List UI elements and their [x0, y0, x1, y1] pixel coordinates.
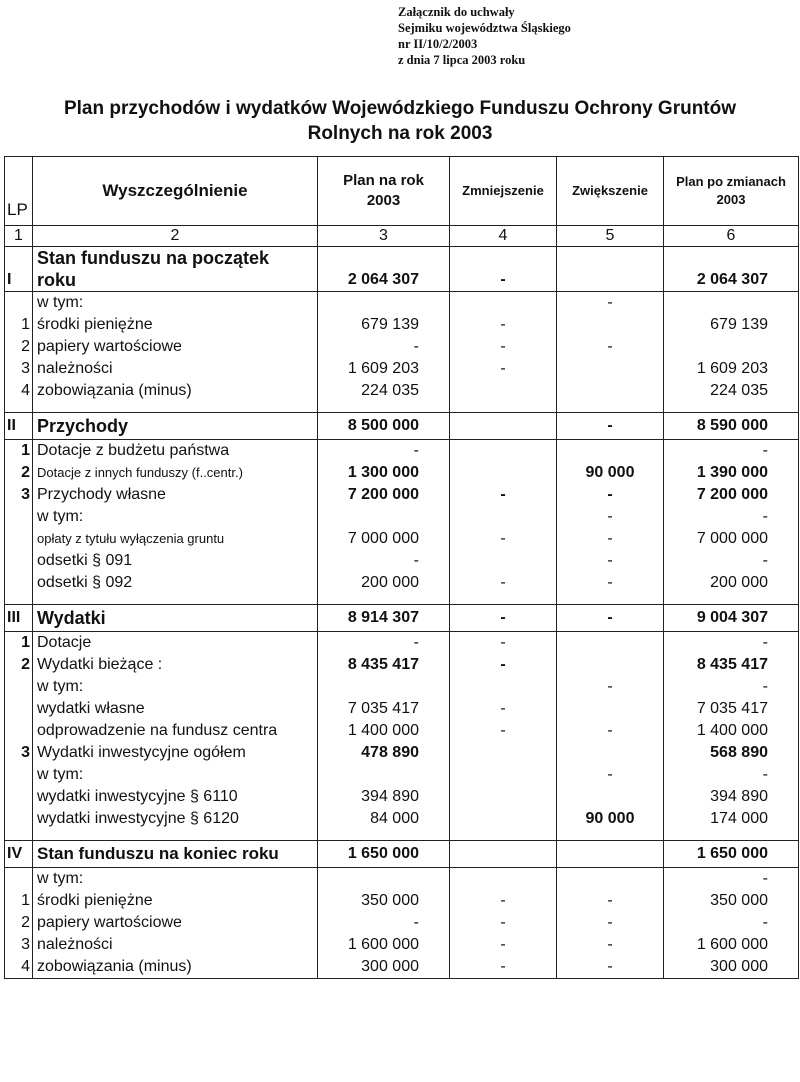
cell-after: 350 000: [664, 890, 799, 912]
cell-name: środki pieniężne: [33, 314, 318, 336]
cell-name: Wydatki: [33, 605, 318, 632]
cell-increase: 90 000: [557, 808, 664, 830]
cell-increase: -: [557, 572, 664, 594]
cell-plan: -: [318, 632, 450, 655]
table-row: [5, 868, 799, 891]
cell-decrease: [450, 462, 557, 484]
table-row: [5, 786, 799, 808]
note-line: Sejmiku województwa Śląskiego: [398, 21, 571, 35]
header-decrease: Zmniejszenie: [450, 157, 557, 226]
cell-decrease: -: [450, 528, 557, 550]
cell-name: Stan funduszu na koniec roku: [33, 841, 318, 868]
cell-plan: 1 400 000: [318, 720, 450, 742]
table-row: [5, 890, 799, 912]
cell-after: 1 400 000: [664, 720, 799, 742]
cell-lp: [5, 808, 33, 830]
cell-lp: II: [5, 413, 33, 440]
cell-decrease: -: [450, 890, 557, 912]
cell-name: wydatki inwestycyjne § 6110: [33, 786, 318, 808]
cell-increase: [557, 786, 664, 808]
table-row: [5, 912, 799, 934]
cell-decrease: [450, 380, 557, 402]
cell-name: wydatki inwestycyjne § 6120: [33, 808, 318, 830]
cell-after: -: [664, 912, 799, 934]
cell-plan: -: [318, 440, 450, 463]
cell-decrease: [450, 413, 557, 440]
cell-decrease: [450, 247, 557, 270]
cell-decrease: [450, 868, 557, 891]
cell-decrease: -: [450, 720, 557, 742]
cell-increase: 90 000: [557, 462, 664, 484]
col-number: 1: [5, 226, 33, 247]
table-row: [5, 413, 799, 440]
cell-lp: 2: [5, 336, 33, 358]
cell-lp: [5, 676, 33, 698]
cell-lp: [5, 764, 33, 786]
cell-plan: [318, 506, 450, 528]
table-row: [5, 269, 799, 292]
cell-lp: 2: [5, 462, 33, 484]
note-line: Załącznik do uchwały: [398, 5, 515, 19]
cell-decrease: [450, 440, 557, 463]
table-row: [5, 247, 799, 270]
cell-increase: -: [557, 605, 664, 632]
spacer-row: [5, 594, 799, 605]
cell-lp: I: [5, 269, 33, 292]
cell-lp: 3: [5, 742, 33, 764]
cell-name: w tym:: [33, 868, 318, 891]
cell-after: [664, 292, 799, 315]
cell-lp: [5, 506, 33, 528]
cell-name: w tym:: [33, 292, 318, 315]
table-row: [5, 676, 799, 698]
table-row: [5, 314, 799, 336]
cell-plan: [318, 247, 450, 270]
table-row: [5, 380, 799, 402]
note-line: nr II/10/2/2003: [398, 37, 478, 51]
cell-plan: 1 300 000: [318, 462, 450, 484]
cell-increase: [557, 269, 664, 292]
spacer-row: [5, 830, 799, 841]
cell-plan: 2 064 307: [318, 269, 450, 292]
cell-lp: 1: [5, 314, 33, 336]
cell-decrease: [450, 742, 557, 764]
cell-plan: 8 435 417: [318, 654, 450, 676]
cell-plan: 679 139: [318, 314, 450, 336]
cell-lp: [5, 786, 33, 808]
cell-name: w tym:: [33, 676, 318, 698]
cell-increase: [557, 632, 664, 655]
header-lp: LP: [5, 157, 33, 226]
cell-decrease: -: [450, 269, 557, 292]
header-after-changes: Plan po zmianach 2003: [664, 157, 799, 226]
cell-after: -: [664, 764, 799, 786]
cell-increase: [557, 742, 664, 764]
cell-increase: [557, 841, 664, 868]
cell-name: Przychody: [33, 413, 318, 440]
cell-name: Dotacje z budżetu państwa: [33, 440, 318, 463]
cell-increase: -: [557, 292, 664, 315]
table-row: [5, 632, 799, 655]
cell-decrease: [450, 764, 557, 786]
cell-after: 7 000 000: [664, 528, 799, 550]
header-name: Wyszczególnienie: [33, 157, 318, 226]
cell-lp: [5, 528, 33, 550]
col-number: 6: [664, 226, 799, 247]
cell-decrease: [450, 506, 557, 528]
cell-increase: -: [557, 413, 664, 440]
cell-increase: -: [557, 528, 664, 550]
table-row: [5, 742, 799, 764]
cell-increase: -: [557, 676, 664, 698]
cell-name: Wydatki bieżące :: [33, 654, 318, 676]
cell-increase: -: [557, 720, 664, 742]
cell-after: 9 004 307: [664, 605, 799, 632]
cell-after: -: [664, 632, 799, 655]
cell-lp: [5, 292, 33, 315]
cell-increase: -: [557, 912, 664, 934]
table-row: [5, 572, 799, 594]
table-row: [5, 654, 799, 676]
title-line: Rolnych na rok 2003: [307, 123, 493, 144]
cell-plan: 84 000: [318, 808, 450, 830]
table-row: [5, 934, 799, 956]
cell-plan: [318, 676, 450, 698]
cell-after: 224 035: [664, 380, 799, 402]
cell-decrease: -: [450, 572, 557, 594]
cell-decrease: [450, 676, 557, 698]
cell-plan: -: [318, 550, 450, 572]
cell-plan: 1 600 000: [318, 934, 450, 956]
table-row: [5, 484, 799, 506]
cell-increase: -: [557, 550, 664, 572]
cell-after: -: [664, 868, 799, 891]
column-number-row: [5, 226, 799, 247]
cell-plan: 1 650 000: [318, 841, 450, 868]
cell-lp: 1: [5, 890, 33, 912]
cell-plan: [318, 764, 450, 786]
cell-name: Przychody własne: [33, 484, 318, 506]
cell-plan: 394 890: [318, 786, 450, 808]
cell-lp: [5, 572, 33, 594]
cell-decrease: [450, 550, 557, 572]
cell-name: roku: [33, 269, 318, 292]
cell-decrease: -: [450, 314, 557, 336]
cell-lp: 1: [5, 440, 33, 463]
cell-plan: [318, 292, 450, 315]
cell-after: -: [664, 550, 799, 572]
cell-after: 1 609 203: [664, 358, 799, 380]
cell-lp: 2: [5, 654, 33, 676]
title-line: Plan przychodów i wydatków Wojewódzkiego Funduszu Ochrony Gruntów: [63, 98, 737, 119]
cell-after: 7 035 417: [664, 698, 799, 720]
cell-after: [664, 336, 799, 358]
cell-increase: [557, 358, 664, 380]
cell-increase: -: [557, 934, 664, 956]
table-row: [5, 698, 799, 720]
cell-lp: [5, 698, 33, 720]
cell-after: -: [664, 440, 799, 463]
cell-after: [664, 247, 799, 270]
table-row: [5, 506, 799, 528]
cell-after: 200 000: [664, 572, 799, 594]
cell-lp: 3: [5, 934, 33, 956]
cell-plan: 300 000: [318, 956, 450, 979]
cell-decrease: -: [450, 358, 557, 380]
cell-plan: 7 035 417: [318, 698, 450, 720]
document-title: [0, 96, 800, 146]
cell-plan: 8 914 307: [318, 605, 450, 632]
cell-increase: -: [557, 956, 664, 979]
col-number: 2: [33, 226, 318, 247]
cell-lp: [5, 247, 33, 270]
cell-name: papiery wartościowe: [33, 912, 318, 934]
cell-increase: -: [557, 336, 664, 358]
cell-after: 8 590 000: [664, 413, 799, 440]
cell-after: 679 139: [664, 314, 799, 336]
cell-name: odsetki § 091: [33, 550, 318, 572]
cell-after: 1 650 000: [664, 841, 799, 868]
cell-decrease: [450, 786, 557, 808]
cell-decrease: -: [450, 912, 557, 934]
cell-name: w tym:: [33, 506, 318, 528]
col-number: 5: [557, 226, 664, 247]
cell-plan: 1 609 203: [318, 358, 450, 380]
cell-lp: 3: [5, 358, 33, 380]
cell-increase: -: [557, 484, 664, 506]
cell-lp: III: [5, 605, 33, 632]
table-row: [5, 841, 799, 868]
cell-decrease: [450, 292, 557, 315]
cell-plan: [318, 868, 450, 891]
table-row: [5, 720, 799, 742]
cell-after: 568 890: [664, 742, 799, 764]
table-row: [5, 292, 799, 315]
table-row: [5, 605, 799, 632]
cell-name: odprowadzenie na fundusz centra: [33, 720, 318, 742]
cell-after: 1 600 000: [664, 934, 799, 956]
table-row: [5, 358, 799, 380]
cell-decrease: -: [450, 956, 557, 979]
header-increase: Zwiększenie: [557, 157, 664, 226]
cell-after: -: [664, 506, 799, 528]
resolution-note: [398, 4, 571, 68]
table-row: [5, 440, 799, 463]
cell-lp: 4: [5, 956, 33, 979]
cell-plan: 8 500 000: [318, 413, 450, 440]
cell-lp: IV: [5, 841, 33, 868]
cell-after: 174 000: [664, 808, 799, 830]
cell-name: Dotacje: [33, 632, 318, 655]
cell-decrease: -: [450, 484, 557, 506]
cell-name: papiery wartościowe: [33, 336, 318, 358]
col-number: 3: [318, 226, 450, 247]
cell-increase: [557, 868, 664, 891]
cell-increase: [557, 247, 664, 270]
header-plan: Plan na rok 2003: [318, 157, 450, 226]
table-header-row: [5, 157, 799, 226]
cell-name: zobowiązania (minus): [33, 380, 318, 402]
table-row: [5, 462, 799, 484]
cell-increase: [557, 698, 664, 720]
cell-name: wydatki własne: [33, 698, 318, 720]
table-row: [5, 336, 799, 358]
cell-lp: [5, 720, 33, 742]
cell-after: -: [664, 676, 799, 698]
cell-increase: [557, 440, 664, 463]
cell-increase: [557, 314, 664, 336]
cell-lp: 1: [5, 632, 33, 655]
cell-plan: 7 200 000: [318, 484, 450, 506]
cell-plan: 7 000 000: [318, 528, 450, 550]
cell-decrease: -: [450, 934, 557, 956]
cell-lp: [5, 550, 33, 572]
cell-increase: [557, 654, 664, 676]
cell-after: 1 390 000: [664, 462, 799, 484]
cell-lp: [5, 868, 33, 891]
cell-name: zobowiązania (minus): [33, 956, 318, 979]
plan-table: [4, 156, 799, 979]
cell-name: Wydatki inwestycyjne ogółem: [33, 742, 318, 764]
cell-name: środki pieniężne: [33, 890, 318, 912]
cell-plan: -: [318, 336, 450, 358]
cell-lp: 3: [5, 484, 33, 506]
cell-after: 300 000: [664, 956, 799, 979]
cell-name: należności: [33, 358, 318, 380]
cell-decrease: -: [450, 654, 557, 676]
cell-plan: 224 035: [318, 380, 450, 402]
cell-after: 2 064 307: [664, 269, 799, 292]
cell-name: Stan funduszu na początek: [33, 247, 318, 270]
cell-after: 8 435 417: [664, 654, 799, 676]
cell-increase: -: [557, 764, 664, 786]
table-row: [5, 808, 799, 830]
cell-name: opłaty z tytułu wyłączenia gruntu: [33, 528, 318, 550]
cell-decrease: -: [450, 336, 557, 358]
cell-decrease: -: [450, 605, 557, 632]
cell-increase: -: [557, 506, 664, 528]
cell-after: 394 890: [664, 786, 799, 808]
cell-plan: -: [318, 912, 450, 934]
cell-name: Dotacje z innych funduszy (f..centr.): [33, 462, 318, 484]
table-row: [5, 764, 799, 786]
cell-decrease: -: [450, 632, 557, 655]
note-line: z dnia 7 lipca 2003 roku: [398, 53, 526, 67]
cell-decrease: [450, 841, 557, 868]
cell-name: odsetki § 092: [33, 572, 318, 594]
col-number: 4: [450, 226, 557, 247]
table-row: [5, 956, 799, 979]
cell-increase: [557, 380, 664, 402]
cell-plan: 200 000: [318, 572, 450, 594]
cell-plan: 350 000: [318, 890, 450, 912]
cell-decrease: -: [450, 698, 557, 720]
cell-decrease: [450, 808, 557, 830]
cell-name: należności: [33, 934, 318, 956]
spacer-row: [5, 402, 799, 413]
cell-lp: 4: [5, 380, 33, 402]
table-row: [5, 528, 799, 550]
cell-after: 7 200 000: [664, 484, 799, 506]
cell-name: w tym:: [33, 764, 318, 786]
cell-lp: 2: [5, 912, 33, 934]
table-row: [5, 550, 799, 572]
cell-plan: 478 890: [318, 742, 450, 764]
cell-increase: -: [557, 890, 664, 912]
